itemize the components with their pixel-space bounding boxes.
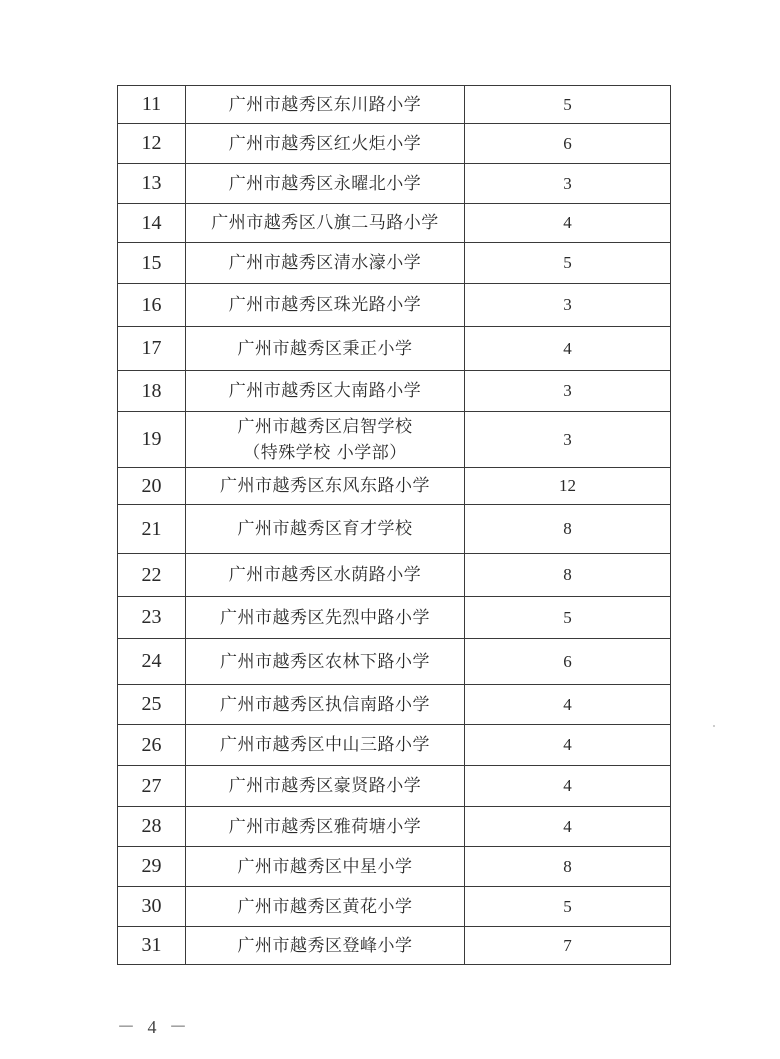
- school-name-line: 广州市越秀区雅荷塘小学: [228, 816, 422, 837]
- row-number: 11: [118, 86, 186, 124]
- school-name: [186, 554, 465, 597]
- table-row: [118, 685, 671, 725]
- row-number: 16: [118, 284, 186, 327]
- school-name: [186, 327, 465, 371]
- table-row: [118, 927, 671, 965]
- table-row: [118, 505, 671, 554]
- school-name: [186, 204, 465, 243]
- school-name: [186, 164, 465, 204]
- school-name: [186, 807, 465, 847]
- table-row: [118, 124, 671, 164]
- school-table: [117, 85, 671, 965]
- count-value: 3: [465, 164, 671, 204]
- school-name: [186, 847, 465, 887]
- school-name: [186, 124, 465, 164]
- row-number: 12: [118, 124, 186, 164]
- row-number: 21: [118, 505, 186, 554]
- row-number: 24: [118, 639, 186, 685]
- school-name: [186, 597, 465, 639]
- table-row: [118, 807, 671, 847]
- school-name-line: 广州市越秀区永曜北小学: [228, 173, 422, 194]
- row-number: 14: [118, 204, 186, 243]
- school-name-line: 广州市越秀区育才学校: [237, 519, 413, 539]
- school-name-line: 广州市越秀区中星小学: [237, 856, 413, 877]
- table-row: [118, 412, 671, 468]
- row-number: 20: [118, 468, 186, 505]
- row-number: 23: [118, 597, 186, 639]
- school-name-line: 广州市越秀区清水濠小学: [228, 253, 422, 273]
- school-name-line: 广州市越秀区秉正小学: [237, 338, 413, 359]
- school-name-line: 广州市越秀区黄花小学: [237, 896, 413, 917]
- school-name: [186, 725, 465, 766]
- count-value: 3: [465, 284, 671, 327]
- count-value: 3: [465, 371, 671, 412]
- count-value: 8: [465, 847, 671, 887]
- table-row: [118, 284, 671, 327]
- school-name-line: 广州市越秀区执信南路小学: [220, 694, 430, 715]
- school-name: [186, 243, 465, 284]
- count-value: 5: [465, 86, 671, 124]
- row-number: 31: [118, 927, 186, 965]
- table-row: [118, 725, 671, 766]
- count-value: 4: [465, 807, 671, 847]
- table-row: [118, 468, 671, 505]
- table-row: [118, 243, 671, 284]
- row-number: 27: [118, 766, 186, 807]
- school-name: [186, 371, 465, 412]
- table-row: [118, 766, 671, 807]
- school-name-line: 广州市越秀区大南路小学: [228, 381, 422, 401]
- table-row: [118, 327, 671, 371]
- count-value: 12: [465, 468, 671, 505]
- school-name-line: 广州市越秀区水荫路小学: [228, 565, 422, 585]
- table-row: [118, 597, 671, 639]
- school-name-line: （特殊学校 小学部）: [243, 442, 407, 463]
- count-value: 4: [465, 685, 671, 725]
- row-number: 30: [118, 887, 186, 927]
- count-value: 7: [465, 927, 671, 965]
- count-value: 8: [465, 554, 671, 597]
- row-number: 15: [118, 243, 186, 284]
- count-value: 4: [465, 766, 671, 807]
- count-value: 6: [465, 639, 671, 685]
- school-name-line: 广州市越秀区先烈中路小学: [220, 607, 430, 628]
- table-row: [118, 554, 671, 597]
- school-name-line: 广州市越秀区农林下路小学: [220, 651, 430, 672]
- row-number: 22: [118, 554, 186, 597]
- table-row: [118, 204, 671, 243]
- school-name-line: 广州市越秀区东风东路小学: [220, 476, 430, 496]
- count-value: 3: [465, 412, 671, 468]
- school-name-line: 广州市越秀区八旗二马路小学: [211, 213, 439, 233]
- school-name-line: 广州市越秀区豪贤路小学: [228, 776, 422, 796]
- row-number: 17: [118, 327, 186, 371]
- count-value: 8: [465, 505, 671, 554]
- school-name-line: 广州市越秀区启智学校: [237, 416, 413, 437]
- school-name: [186, 927, 465, 965]
- table-row: [118, 639, 671, 685]
- count-value: 5: [465, 243, 671, 284]
- table-row: [118, 86, 671, 124]
- school-name: [186, 86, 465, 124]
- count-value: 5: [465, 887, 671, 927]
- scan-speck: [713, 725, 715, 727]
- school-name: [186, 887, 465, 927]
- row-number: 26: [118, 725, 186, 766]
- school-name: [186, 766, 465, 807]
- count-value: 4: [465, 204, 671, 243]
- table-row: [118, 847, 671, 887]
- table-row: [118, 164, 671, 204]
- school-name: [186, 505, 465, 554]
- row-number: 28: [118, 807, 186, 847]
- row-number: 13: [118, 164, 186, 204]
- school-name: [186, 284, 465, 327]
- row-number: 25: [118, 685, 186, 725]
- school-name: [186, 685, 465, 725]
- count-value: 6: [465, 124, 671, 164]
- table-row: [118, 887, 671, 927]
- school-name-line: 广州市越秀区中山三路小学: [220, 735, 430, 755]
- count-value: 4: [465, 327, 671, 371]
- school-name: [186, 412, 465, 468]
- table-body: [118, 86, 671, 965]
- table-row: [118, 371, 671, 412]
- school-name-line: 广州市越秀区登峰小学: [237, 935, 413, 956]
- school-name: [186, 639, 465, 685]
- school-name-line: 广州市越秀区红火炬小学: [228, 133, 422, 154]
- row-number: 29: [118, 847, 186, 887]
- row-number: 18: [118, 371, 186, 412]
- row-number: 19: [118, 412, 186, 468]
- page-number: － 4 －: [117, 1017, 191, 1037]
- count-value: 5: [465, 597, 671, 639]
- school-name: [186, 468, 465, 505]
- school-name-line: 广州市越秀区东川路小学: [228, 94, 422, 115]
- count-value: 4: [465, 725, 671, 766]
- school-name-line: 广州市越秀区珠光路小学: [228, 295, 422, 315]
